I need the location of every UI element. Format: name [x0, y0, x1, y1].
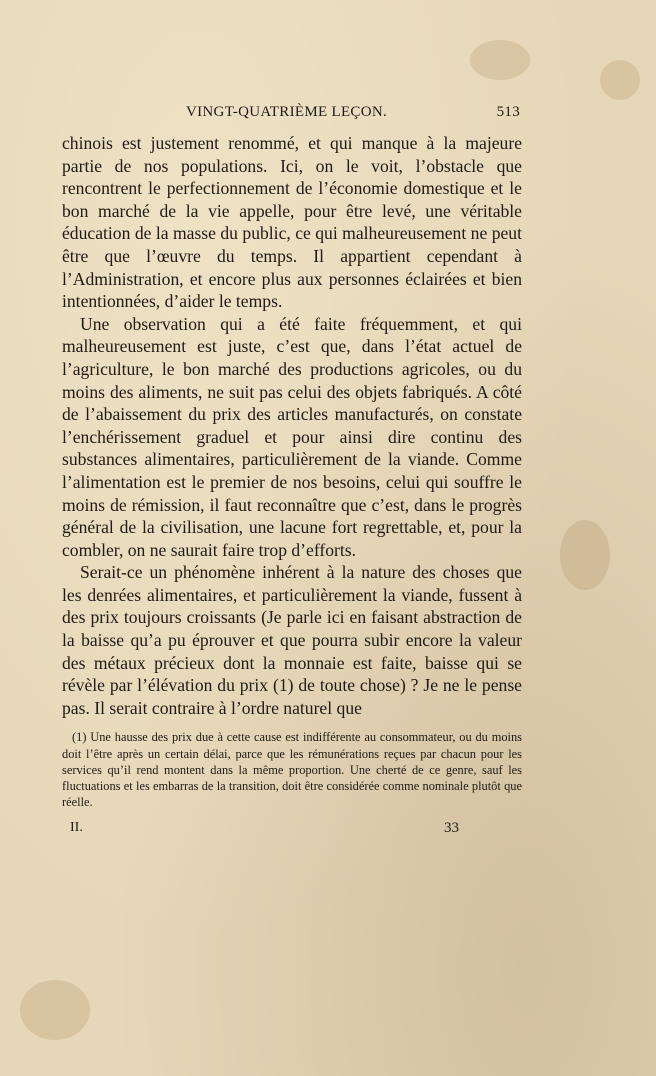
volume-signature: II.	[70, 819, 83, 835]
sheet-number: 33	[444, 819, 459, 836]
foxing-stain	[600, 60, 640, 100]
footnotes	[62, 729, 522, 809]
running-header	[62, 104, 522, 132]
paragraph: Une observation qui a été faite fréquemment, et qui malheureusement est juste, c’est que, dans l’état actuel de l’agriculture, le bon marché des productions agricoles, ou du moins des aliments, ne suit pas celui des objets fabriqués. A côté de l’abaissement du prix des articles manufacturés, on constate l’enchérissement graduel et pour ainsi dire continu des substances alimentaires, particulièrement de la viande. Comme l’alimentation est le premier de nos besoins, celui qui souffre le moins de rémission, il faut reconnaître que c’est, dans le progrès général de la civilisation, une lacune fort regrettable, et, pour la combler, on ne saurait faire trop d’efforts.	[62, 313, 522, 560]
paragraph: Serait-ce un phénomène inhérent à la nature des choses que les denrées alimentaires, et particulièrement la viande, fussent à des prix toujours croissants (Je parle ici en faisant abstraction de la baisse qu’a pu éprouver et que pourra subir encore la valeur des métaux précieux dont la monnaie est faite, baisse qui se révèle par l’élévation du prix (1) de toute chose) ? Je ne le pense pas. Il serait contraire à l’ordre naturel que	[62, 562, 522, 718]
foxing-stain	[20, 980, 90, 1040]
foxing-stain	[560, 520, 610, 590]
page-content	[62, 104, 522, 842]
paragraph-continued: chinois est justement renommé, et qui manque à la majeure partie de nos populations. Ici, on le voit, l’obstacle que rencontrent le perfectionnement de l’économie domestique et le bon marché de la vie appelle, pour être levé, une véritable éducation de la masse du public, ce qui malheureusement ne peut être que l’œuvre du temps. Il appartient cependant à l’Administration, et encore plus aux personnes éclairées et bien intentionnées, d’aider le temps.	[62, 133, 522, 312]
page-number: 513	[496, 104, 520, 120]
body-text	[62, 132, 522, 719]
page-footer	[62, 820, 522, 842]
chapter-title: VINGT-QUATRIÈME LEÇON.	[186, 104, 388, 120]
footnote: (1) Une hausse des prix due à cette cause est indifférente au consommateur, ou du moins doit l’être après un certain délai, parce que les rémunérations reçues par chacun pour les services qu’il rend montent dans la même proportion. Une cherté de ce genre, sauf les fluctuations et les embarras de la transition, doit être considérée comme nominale plutôt que réelle.	[62, 730, 522, 809]
foxing-stain	[470, 40, 530, 80]
